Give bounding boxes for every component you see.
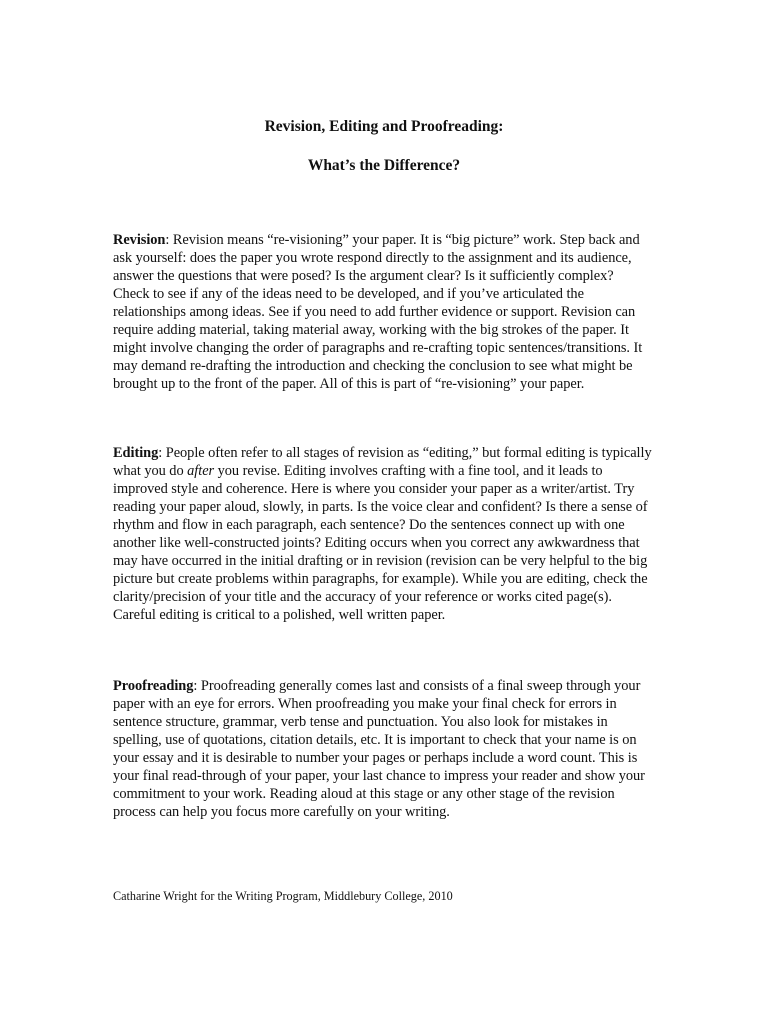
proofreading-term: Proofreading (113, 678, 194, 694)
editing-body-part-2: you revise. Editing involves crafting with a fine tool, and it leads to improved style and coherence. Here is where you consider your paper as a writer/artist. Try reading your paper aloud, slowly, in parts. Is the voice clear and confident? Is there a sense of rhythm and flow in each paragraph, each sentence? Do the sentences connect up with one another like well-constructed joints? Editing occurs when you correct any awkwardness that may have occurred in the initial drafting or in revision (revision can be very helpful to the big picture but create problems within paragraphs, for example). While you are editing, check the clarity/precision of your title and the accuracy of your reference or works cited page(s). Careful editing is critical to a polished, well written paper. (113, 463, 648, 623)
editing-term: Editing (113, 445, 159, 461)
document-title: Revision, Editing and Proofreading: (264, 118, 504, 135)
proofreading-body: : Proofreading generally comes last and consists of a final sweep through your paper with an eye for errors. When proofreading you make your final check for errors in sentence structure, grammar, verb tense and punctuation. You also look for mistakes in spelling, use of quotations, citation details, etc. It is important to check that your name is on your essay and it is desirable to number your pages or perhaps include a word count. This is your final read-through of your paper, your last chance to impress your reader and show your commitment to your work. Reading aloud at this stage or any other stage of the revision process can help you focus more carefully on your writing. (113, 678, 645, 820)
editing-paragraph (113, 444, 653, 624)
editing-body-part-1: : People often refer to all stages of revision as “editing,” but formal editing is typically what you do (113, 445, 652, 479)
revision-body: : Revision means “re-visioning” your paper. It is “big picture” work. Step back and ask yourself: does the paper you wrote respond directly to the assignment and its audience, answer the questions that were posed? Is the argument clear? Is it sufficiently complex? Check to see if any of the ideas need to be developed, and if you’ve articulated the relationships among ideas. See if you need to add further evidence or support. Revision can require adding material, taking material away, working with the big strokes of the paper. It might involve changing the order of paragraphs and re-crafting topic sentences/transitions. It may demand re-drafting the introduction and checking the conclusion to see what might be brought up to the front of the paper. All of this is part of “re-visioning” your paper. (113, 232, 643, 392)
footer-credit: Catharine Wright for the Writing Program, Middlebury College, 2010 (113, 889, 453, 903)
proofreading-paragraph (113, 677, 653, 821)
editing-emphasis: after (187, 463, 215, 479)
revision-term: Revision (113, 232, 166, 248)
document-subtitle: What’s the Difference? (307, 157, 461, 174)
revision-paragraph (113, 231, 653, 393)
